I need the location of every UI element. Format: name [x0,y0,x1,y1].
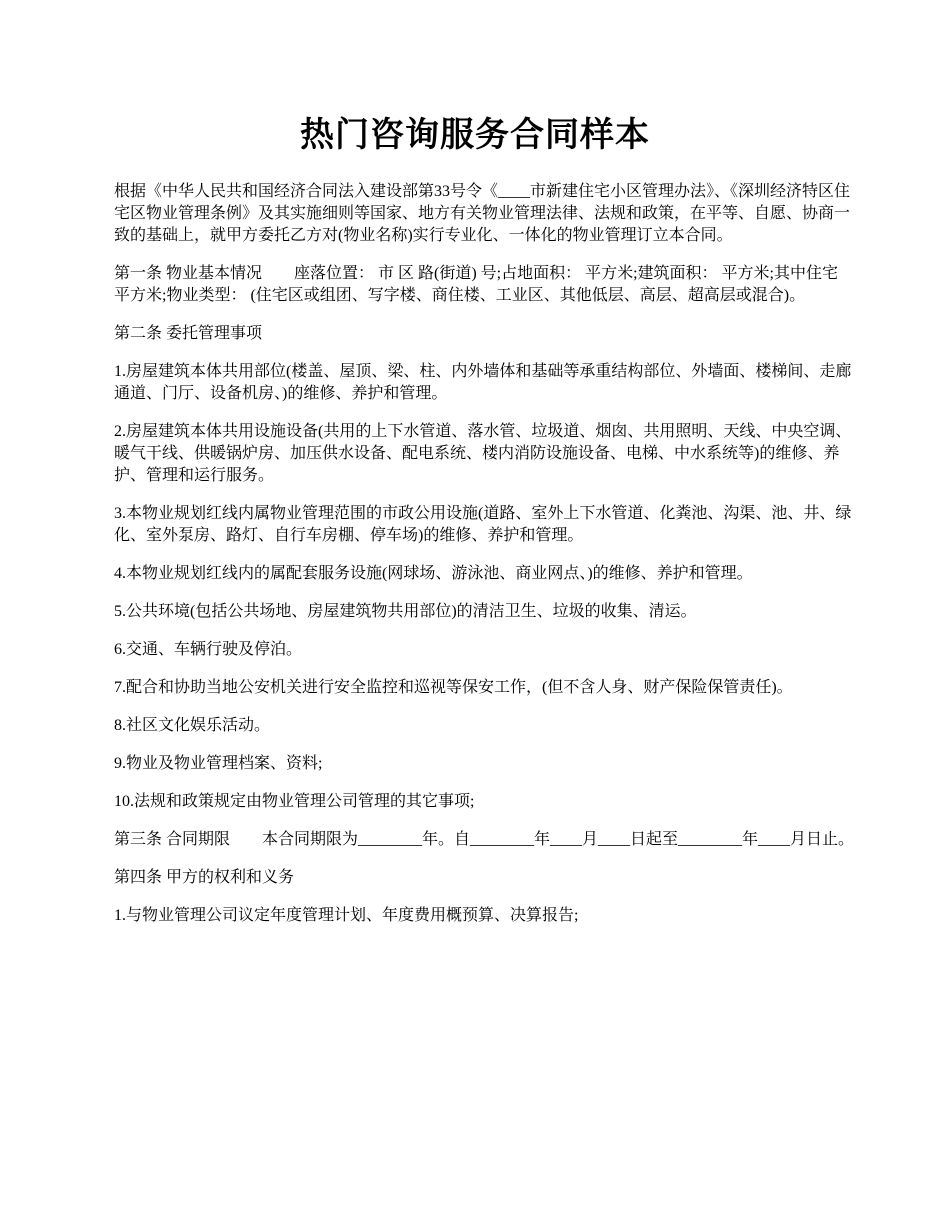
article-2-item-2: 2.房屋建筑本体共用设施设备(共用的上下水管道、落水管、垃圾道、烟囱、共用照明、天线、中央空调、暖气干线、供暖锅炉房、加压供水设备、配电系统、楼内消防设施设备、电梯、中水系统等)的维修、养护、管理和运行服务。 [114,423,852,484]
document-body [114,181,854,943]
article-3-paragraph: 第三条 合同期限 本合同期限为________年。自________年____月____日起至________年____月日止。 [114,831,855,848]
article-2-item-3: 3.本物业规划红线内属物业管理范围的市政公用设施(道路、室外上下水管道、化粪池、沟渠、池、井、绿化、室外泵房、路灯、自行车房棚、停车场)的维修、养护和管理。 [114,505,852,544]
article-2-item-6: 6.交通、车辆行驶及停泊。 [114,641,303,658]
article-1-paragraph: 第一条 物业基本情况 座落位置： 市 区 路(街道) 号;占地面积： 平方米;建筑面积： 平方米;其中住宅 平方米;物业类型： (住宅区或组团、写字楼、商住楼、工业区、其他低层、高层、超高层或混合)。 [114,265,838,304]
article-4-heading: 第四条 甲方的权利和义务 [114,869,295,886]
article-2-item-9: 9.物业及物业管理档案、资料; [114,755,323,772]
article-2-item-1: 1.房屋建筑本体共用部位(楼盖、屋顶、梁、柱、内外墙体和基础等承重结构部位、外墙面、楼梯间、走廊通道、门厅、设备机房、)的维修、养护和管理。 [114,363,852,402]
article-2-heading: 第二条 委托管理事项 [114,325,263,342]
article-2-item-4: 4.本物业规划红线内的属配套服务设施(网球场、游泳池、商业网点、)的维修、养护和管理。 [114,565,753,582]
document-title: 热门咨询服务合同样本 [300,117,650,154]
article-4-item-1: 1.与物业管理公司议定年度管理计划、年度费用概预算、决算报告; [114,907,579,924]
preamble-paragraph: 根据《中华人民共和国经济合同法入建设部第33号令《____市新建住宅小区管理办法》、《深圳经济特区住宅区物业管理条例》及其实施细则等国家、地方有关物业管理法律、法规和政策，在平等、自愿、协商一致的基础上，就甲方委托乙方对(物业名称)实行专业化、一体化的物业管理订立本合同。 [114,183,851,244]
article-2-item-5: 5.公共环境(包括公共场地、房屋建筑物共用部位)的清洁卫生、垃圾的收集、清运。 [114,603,697,620]
article-2-item-7: 7.配合和协助当地公安机关进行安全监控和巡视等保安工作，(但不含人身、财产保险保管责任)。 [114,679,793,696]
article-2-item-8: 8.社区文化娱乐活动。 [114,717,271,734]
article-2-item-10: 10.法规和政策规定由物业管理公司管理的其它事项; [114,793,475,810]
